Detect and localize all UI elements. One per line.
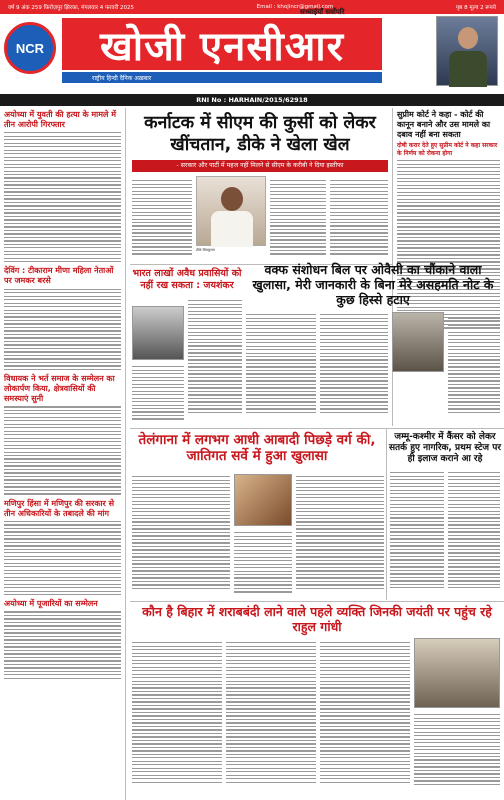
newspaper-title: खोजी एनसीआर [62, 18, 382, 70]
divider [386, 428, 387, 600]
right-headline-1: सुप्रीम कोर्ट ने कहा - कोर्ट की कानून बनाने और उस मामले का दबाव नहीं बना सकता [397, 110, 491, 139]
divider [130, 601, 504, 602]
story-kashmir-headline: जम्मू-कश्मीर में कैंसर को लेकर सतर्क हुए नागरिक, प्रथम स्टेज पर ही इलाज कराने आ रहे [388, 432, 502, 464]
newspaper-subtitle: राष्ट्रीय हिन्दी दैनिक अख़बार [62, 72, 382, 83]
price-info: पृष्ठ 8 मूल्य 2 रूपये [456, 5, 496, 11]
story-jaishankar-photo [132, 306, 184, 360]
story-bihar-text-1 [132, 640, 222, 796]
main-photo-caption: डीके शिवकुमार [196, 248, 215, 252]
issue-strip [0, 0, 504, 14]
story-bihar-headline: कौन है बिहार में शराबबंदी लाने वाले पहले व्यक्ति जिनकी जयंती पर पहुंच रहे राहुल गांधी [142, 604, 492, 634]
story-bihar-photo [414, 638, 500, 708]
tagline: सच्चाईयाँ सर्वोपरि [300, 8, 345, 16]
right-subheadline-1: दोषी करार देते हुए सुप्रीम कोर्ट ने कहा सरकार के निर्णय को रोकना होगा [397, 142, 498, 157]
main-article-col-3 [330, 178, 388, 262]
story-bihar-text-4 [414, 712, 500, 796]
story-kashmir-text-1 [390, 470, 444, 600]
story-bihar-text-3 [320, 640, 410, 796]
story-owaisi-text-1 [246, 312, 316, 426]
issue-info: वर्ष 9 अंक 259 फ़िरोज़पुर झिरका, मंगलवार 4 फरवरी 2025 [8, 5, 134, 11]
left-headline-3: विधायक ने भर्त समाज के सम्मेलन का लोकार्पण किया, क्षेत्रवासियों की समस्याएं सुनी [4, 374, 115, 404]
masthead-photo [436, 16, 498, 86]
story-owaisi-text-3 [448, 312, 500, 426]
ncr-logo [4, 22, 56, 74]
story-jaishankar-headline: भारत लाखों अवैध प्रवासियों को नहीं रख सकता : जयशंकर [132, 268, 242, 291]
rni-number: RNI No : HARHAIN/2015/62918 [0, 94, 504, 106]
story-jaishankar-text [188, 298, 242, 426]
logo-text: NCR [15, 40, 45, 56]
story-owaisi-text-2 [320, 312, 388, 426]
divider [130, 428, 504, 429]
story-bihar-text-2 [226, 640, 316, 796]
left-headline-5: अयोध्या में पूजारियों का सम्मेलन [4, 599, 98, 609]
article-text [4, 521, 121, 595]
main-story-photo [196, 176, 266, 246]
email-text: Email : khojincr@gmail.com [256, 4, 334, 10]
story-owaisi-headline: वक्फ संशोधन बिल पर ओवैसी का चौंकाने वाला खुलासा, मेरी जानकारी के बिना मेरे असहमति नोट के कुछ हिस्से हटाए [252, 262, 494, 307]
main-headline: कर्नाटक में सीएम की कुर्सी को लेकर खींचतान, डीके ने खेला खेल [144, 113, 376, 155]
left-column [0, 108, 126, 800]
article-text [4, 132, 121, 262]
main-article-col-1 [132, 178, 192, 262]
article-text [4, 406, 121, 494]
article-text [4, 289, 121, 370]
story-telangana-text-3 [296, 474, 384, 600]
main-subheadline: - सरकार और पार्टी में महज नहीं मिलने से सीएम के करीबी ने दिया इस्तीफा [132, 160, 388, 172]
story-telangana-text-1 [132, 474, 230, 600]
left-headline-4: मणिपुर हिंसा में मणिपुर की सरकार से तीन अधिकारियों के तबादले की मांग [4, 498, 114, 518]
story-owaisi-photo [392, 312, 444, 372]
main-article-col-2 [270, 178, 326, 262]
left-headline-1: अयोध्या में युवती की हत्या के मामले में तीन आरोपी गिरफ्तार [4, 110, 117, 129]
story-telangana-photo [234, 474, 292, 526]
story-telangana-headline: तेलंगाना में लगभग आधी आबादी पिछड़े वर्ग की, जातिगत सर्वे में हुआ खुलासा [138, 432, 376, 464]
story-kashmir-text-2 [448, 470, 500, 600]
article-text [4, 611, 121, 679]
left-headline-2: देविंग : टीकाराम मीणा महिला नेताओं पर जमकर बरसे [4, 266, 114, 286]
story-telangana-text-2 [234, 530, 292, 600]
story-jaishankar-text-2 [132, 364, 184, 426]
